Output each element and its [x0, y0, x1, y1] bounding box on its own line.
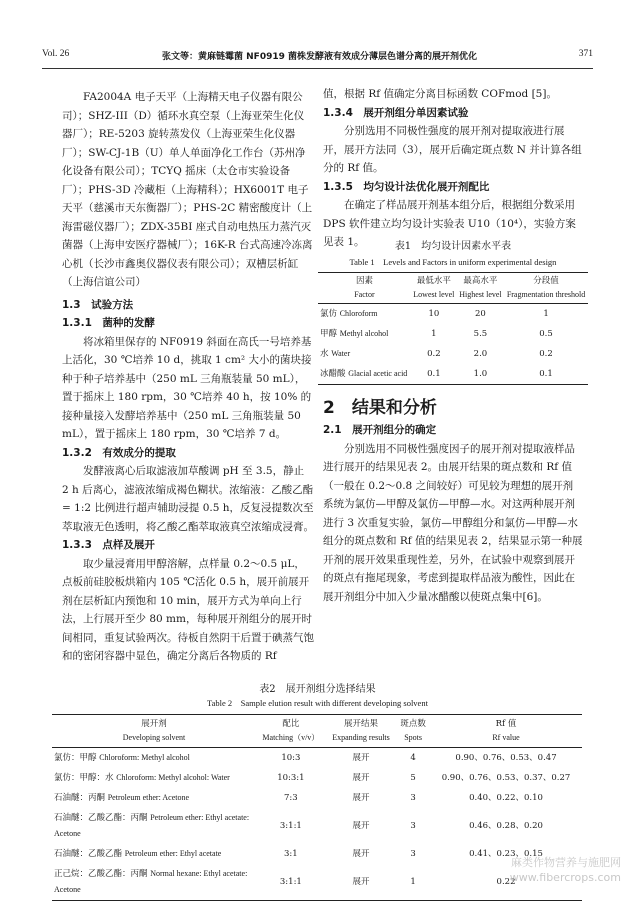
table2-cell-spots: 1 [410, 877, 416, 887]
table1-caption-en: Table 1 Levels and Factors in uniform experimental design [349, 257, 557, 267]
paragraph-continuation: 值，根据 Rf 值确定分离目标函数 COFmod [5]。 [323, 88, 557, 100]
table2-cell-rf: 0.90、0.76、0.53、0.37、0.27 [441, 773, 571, 783]
factor-en: Methyl alcohol [339, 329, 389, 338]
factor-en: Glacial acetic acid [348, 369, 408, 378]
table2-header-rf-en: Rf value [492, 733, 520, 742]
solvent-cn: 氯仿：甲醇：水 [54, 773, 114, 783]
table1-header-high-cn: 最高水平 [463, 276, 498, 286]
table2-cell-solvent [52, 748, 256, 769]
table1-header-step [504, 273, 588, 304]
factor-en: Chloroform [339, 309, 378, 318]
table2-header-solvent-cn: 展开剂 [141, 719, 167, 729]
solvent-en: Petroleum ether: Acetone [107, 793, 190, 802]
paragraph-2-1: 分别选用不同极性强度因子的展开剂对提取液样品进行展开的结果见表 2。由展开结果的斑点数和 Rf 值（一般在 0.2～0.8 之间较好）可见较为理想的展开剂系统为氯仿—甲醇及氯仿—甲醇—水。对这两种展开剂进行 3 次重复实验，氯仿—甲醇组分和氯仿—甲醇—水组分的斑点数和 Rf 值的结果见表 2，结果显示第一种展开剂的展开效果重现性差，另外，在试验中观察到展开的斑点有拖尾现象，考虑到提取样品液为酸性，因此在展开剂组分中加入少量冰醋酸以使斑点集中[6]。 [323, 442, 583, 603]
table1-cell-step: 0.5 [539, 329, 553, 339]
section-1-3-5-heading: 1.3.5 均匀设计法优化展开剂配比 [323, 180, 490, 193]
table1-header-step-cn: 分段值 [533, 276, 559, 286]
paragraph-1-3-2: 发酵液离心后取滤液加草酸调 pH 至 3.5，静止 2 h 后离心，滤液浓缩成褐色糊状。浓缩液：乙酸乙酯 = 1:2 比例进行超声辅助浸提 0.5 h，反复浸提数次至萃取液无色透明，将乙酸乙酯萃取液真空浓缩成浸膏。 [62, 465, 314, 533]
table2-header-ratio [256, 715, 326, 748]
table2-header-ratio-cn: 配比 [282, 719, 300, 729]
table-row [318, 324, 588, 344]
solvent-cn: 氯仿：甲醇 [54, 753, 97, 763]
table2-cell-result: 展开 [352, 821, 370, 831]
table2-cell-solvent [52, 844, 256, 864]
running-title: 张文等：黄麻链霉菌 NF0919 菌株发酵液有效成分薄层色谱分离的展开剂优化 [162, 52, 477, 62]
factor-cn: 甲醇 [320, 329, 338, 339]
solvent-cn: 石油醚：乙酸乙酯：丙酮 [54, 813, 148, 823]
table2-cell-result: 展开 [352, 753, 370, 763]
table2-header-spots [396, 715, 430, 748]
section-2-heading: 2 结果和分析 [323, 398, 437, 418]
section-1-3-4-heading: 1.3.4 展开剂组分单因素试验 [323, 106, 469, 119]
table1-cell-low: 1 [431, 329, 437, 339]
factor-cn: 氯仿 [320, 309, 338, 319]
solvent-en: Petroleum ether: Ethyl acetate: Acetone [54, 813, 250, 838]
solvent-en: Petroleum ether: Ethyl acetate [124, 849, 222, 858]
table1 [318, 272, 588, 385]
table1-header-low [411, 273, 457, 304]
table1-header-high [457, 273, 504, 304]
table2-cell-rf: 0.90、0.76、0.53、0.47 [455, 753, 557, 763]
left-column [62, 88, 314, 666]
table2-header-row [52, 715, 582, 748]
paragraph-1-3-3: 取少量浸膏用甲醇溶解，点样量 0.2～0.5 μL，点板前硅胶板烘箱内 105 ℃活化 0.5 h，展开前展开剂在层析缸内预饱和 10 min，展开方式为单向上行法，上行展开至少 80 mm，每种展开剂组分的展开时间相同，重复试验两次。待板自然阴干后置于碘蒸气饱和的密闭容器中显色，确定分离后各物质的 Rf [62, 557, 314, 662]
table2-cell-rf: 0.46、0.28、0.20 [469, 821, 543, 831]
watermark-line2: www.fibercrops.com [509, 871, 621, 884]
table1-cell-factor [318, 344, 411, 364]
table1-header-step-en: Fragmentation threshold [506, 290, 586, 299]
table2-cell-ratio: 3:1:1 [279, 821, 302, 831]
paragraph-1-3-4: 分别选用不同极性强度的展开剂对提取液进行展开，展开方法同（3），展开后确定斑点数 N 并计算各组分的 Rf 值。 [323, 125, 582, 174]
section-1-3-3-heading: 1.3.3 点样及展开 [62, 539, 155, 551]
table1-cell-high: 20 [475, 309, 486, 319]
table2-caption-en: Table 2 Sample elution result with different developing solvent [207, 698, 428, 708]
table2-cell-ratio: 3:1:1 [279, 877, 302, 887]
table1-header-low-en: Lowest level [413, 290, 455, 299]
running-header [42, 47, 593, 65]
section-1-3-1-heading: 1.3.1 菌种的发酵 [62, 317, 155, 329]
table1-cell-factor [318, 364, 411, 385]
table2-caption-cn: 表2 展开剂组分选择结果 [259, 684, 376, 695]
table1-cell-low: 10 [428, 309, 440, 319]
table2-cell-solvent [52, 788, 256, 808]
table1-caption-cn: 表1 均匀设计因素水平表 [394, 241, 512, 252]
solvent-cn: 石油醚：丙酮 [54, 793, 106, 803]
right-column-bottom [323, 421, 583, 606]
table1-cell-low: 0.1 [427, 369, 441, 379]
factor-en: Water [331, 349, 351, 358]
table-row [318, 364, 588, 385]
table2-cell-spots: 3 [410, 821, 416, 831]
table2-header-solvent [52, 715, 256, 748]
table2-cell-solvent [52, 768, 256, 788]
table1-cell-step: 1 [543, 309, 549, 319]
volume-label: Vol. 26 [42, 49, 70, 59]
table1-header-row [318, 273, 588, 304]
table2-cell-solvent [52, 864, 256, 901]
table2-cell-ratio: 3:1 [284, 849, 298, 859]
table-row [318, 304, 588, 325]
table2-cell-ratio: 10:3:1 [277, 773, 305, 783]
table1-cell-step: 0.1 [539, 369, 553, 379]
table2-header-result-en: Expanding results [332, 733, 390, 742]
table2-header-rf-cn: Rf 值 [495, 719, 517, 729]
table1-header-factor [318, 273, 411, 304]
right-column-top [323, 85, 583, 252]
table2-header-rf [430, 715, 582, 748]
header-rule [42, 68, 593, 69]
table2-cell-result: 展开 [352, 849, 370, 859]
table-row [52, 864, 582, 901]
table-row [52, 768, 582, 788]
table2-cell-rf: 0.41、0.23、0.15 [469, 849, 543, 859]
table2-cell-result: 展开 [352, 773, 370, 783]
table2-header-result [326, 715, 397, 748]
table1-header-factor-en: Factor [354, 290, 375, 299]
watermark [510, 855, 621, 885]
equipment-paragraph: FA2004A 电子天平（上海精天电子仪器有限公司）；SHZ-III（D）循环水真空泵（上海亚荣生化仪器厂）；RE-5203 旋转蒸发仪（上海亚荣生化仪器厂）；SW-CJ-1B（U）单人单面净化工作台（苏州净化设备有限公司）；TCYQ 摇床（太仓市实验设备厂）；PHS-3D 冷藏柜（上海精科）；HX6001T 电子天平（慈溪市天东衡器厂）；PHS-2C 精密酸度计（上海雷磁仪器厂）；ZDX-35BI 座式自动电热压力蒸汽灭菌器（上海申安医疗器械厂）；16K-R 台式高速冷冻离心机（长沙市鑫奥仪器仪表有限公司）；双槽层析缸（上海信谊公司） [62, 91, 313, 288]
table1-header-high-en: Highest level [459, 290, 502, 299]
paragraph-1-3-5: 在确定了样品展开剂基本组分后，根据组分数采用 DPS 软件建立均匀设计实验表 U10（10⁴），实验方案见表 1。 [323, 199, 576, 248]
table-row [52, 844, 582, 864]
table2-cell-result: 展开 [352, 793, 370, 803]
table1-header-low-cn: 最低水平 [416, 276, 451, 286]
table2-header-spots-en: Spots [404, 733, 423, 742]
watermark-line1: 麻类作物营养与施肥网 [511, 856, 621, 869]
table2-header-result-cn: 展开结果 [343, 719, 378, 729]
solvent-en: Chloroform: Methyl alcohol [99, 753, 190, 762]
section-1-3-2-heading: 1.3.2 有效成分的提取 [62, 446, 176, 459]
table2-cell-spots: 3 [410, 793, 416, 803]
table-row [52, 748, 582, 769]
solvent-cn: 石油醚：乙酸乙酯 [54, 849, 123, 859]
table2-cell-result: 展开 [352, 877, 370, 887]
table2-cell-ratio: 10:3 [281, 753, 301, 763]
table2-cell-spots: 3 [410, 849, 416, 859]
table-row [52, 808, 582, 844]
table1-cell-low: 0.2 [427, 349, 441, 359]
table2-cell-spots: 5 [410, 773, 416, 783]
factor-cn: 冰醋酸 [320, 369, 346, 379]
solvent-cn: 正己烷：乙酸乙酯：丙酮 [54, 869, 148, 879]
solvent-en: Normal hexane: Ethyl acetate: Acetone [54, 869, 248, 894]
section-2-1-heading: 2.1 展开剂组分的确定 [323, 424, 437, 436]
factor-cn: 水 [320, 349, 329, 359]
table2 [52, 714, 582, 901]
table-row [52, 788, 582, 808]
table2-header-spots-cn: 斑点数 [400, 719, 426, 729]
table1-cell-factor [318, 304, 411, 325]
table1-cell-high: 2.0 [473, 349, 488, 359]
table2-cell-rf: 0.22 [496, 877, 516, 887]
table2-cell-spots: 4 [410, 753, 416, 763]
solvent-en: Chloroform: Methyl alcohol: Water [116, 773, 230, 782]
paragraph-1-3-1: 将冰箱里保存的 NF0919 斜面在高氏一号培养基上活化，30 ℃培养 10 d，挑取 1 cm² 大小的菌块接种于种子培养基中（250 mL 三角瓶装量 50 mL），置于摇床上 180 rpm，30 ℃培养 40 h，按 10% 的接种量接入发酵培养基中（250 mL 三角瓶装量 50 mL），置于摇床上 180 rpm，30 ℃培养 7 d。 [62, 335, 312, 440]
table2-cell-solvent [52, 808, 256, 844]
section-1-3-heading: 1.3 试验方法 [62, 298, 134, 311]
table1-header-factor-cn: 因素 [355, 276, 373, 286]
table2-cell-rf: 0.40、0.22、0.10 [469, 793, 543, 803]
table1-cell-high: 5.5 [473, 329, 488, 339]
page-number: 371 [578, 49, 593, 59]
table2-header-ratio-en: Matching（v/v） [262, 733, 320, 742]
table1-cell-factor [318, 324, 411, 344]
table2-cell-ratio: 7:3 [284, 793, 298, 803]
table1-cell-high: 1.0 [473, 369, 488, 379]
table-row [318, 344, 588, 364]
table2-header-solvent-en: Developing solvent [122, 733, 186, 742]
table1-cell-step: 0.2 [539, 349, 553, 359]
